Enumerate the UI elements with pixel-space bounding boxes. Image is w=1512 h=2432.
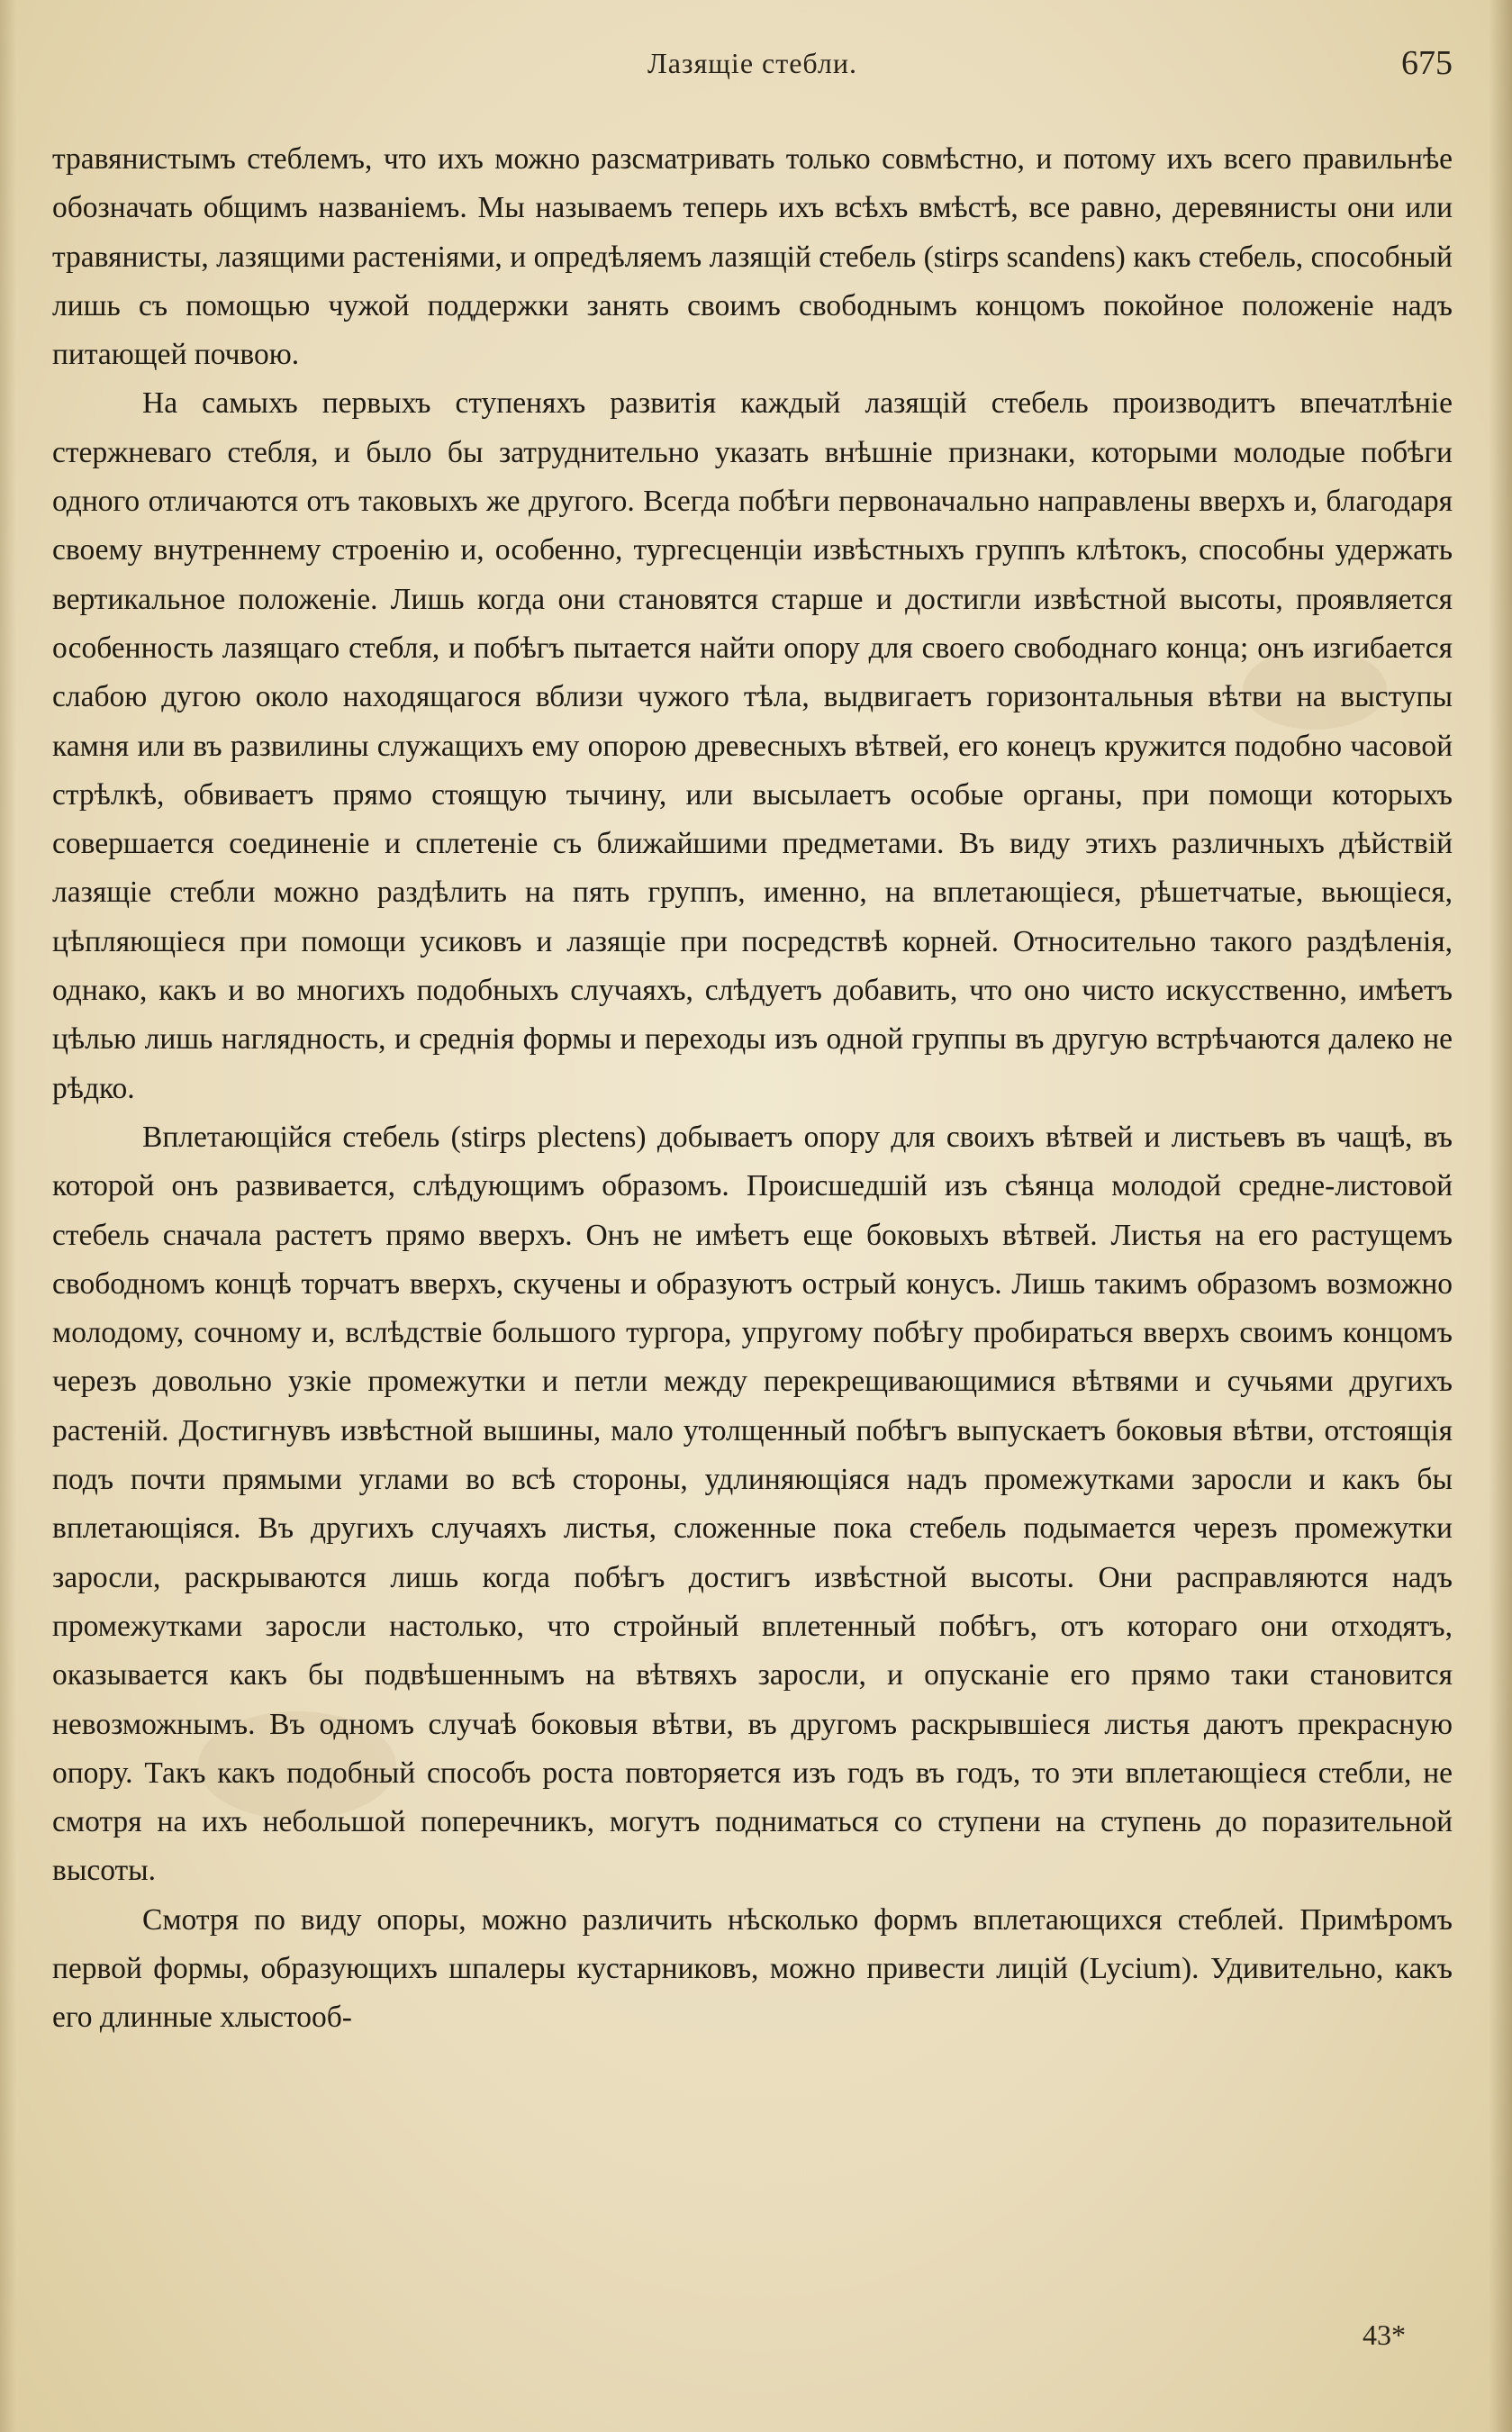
page-shadow-left — [0, 0, 16, 2432]
paragraph-continued: травянистымъ стеблемъ, что ихъ можно разсматривать только совмѣстно, и потому ихъ всего правильнѣе обозначать общимъ названіемъ. Мы называемъ теперь ихъ всѣхъ вмѣстѣ, все равно, деревянисты они или травянисты, лазящими растеніями, и опредѣляемъ лазящій стебель (stirps scandens) какъ стебель, способный лишь съ помощью чужой поддержки занять своимъ свободнымъ концомъ покойное положеніе надъ питающей почвою. — [52, 142, 1453, 372]
paragraph: На самыхъ первыхъ ступеняхъ развитія каждый лазящій стебель производитъ впечатлѣніе стержневаго стебля, и было бы затруднительно указать внѣшніе признаки, которыми молодые побѣги одного отличаются отъ таковыхъ же другого. Всегда побѣги первоначально направлены вверхъ и, благодаря своему внутреннему строенію и, особенно, тургесценціи извѣстныхъ группъ клѣтокъ, способны удержать вертикальное положеніе. Лишь когда они становятся старше и достигли извѣстной высоты, проявляется особенность лазящаго стебля, и побѣгъ пытается найти опору для своего свободнаго конца; онъ изгибается слабою дугою около находящагося вблизи чужого тѣла, выдвигаетъ горизонтальныя вѣтви на выступы камня или въ развилины служащихъ ему опорою древесныхъ вѣтвей, его конецъ кружится подобно часовой стрѣлкѣ, обвиваетъ прямо стоящую тычину, или высылаетъ особые органы, при помощи которыхъ совершается соединеніе и сплетеніе съ ближайшими предметами. Въ виду этихъ различныхъ дѣйствій лазящіе стебли можно раздѣлить на пять группъ, именно, на вплетающіеся, рѣшетчатые, вьющіеся, цѣпляющіеся при помощи усиковъ и лазящіе при посредствѣ корней. Относительно такого раздѣленія, однако, какъ и во многихъ подобныхъ случаяхъ, слѣдуетъ добавить, что оно чисто искусственно, имѣетъ цѣлью лишь наглядность, и среднія формы и переходы изъ одной группы въ другую встрѣчаются далеко не рѣдко. — [52, 386, 1453, 1105]
paragraph: Вплетающійся стебель (stirps plectens) добываетъ опору для своихъ вѣтвей и листьевъ въ чащѣ, въ которой онъ развивается, слѣдующимъ образомъ. Происшедшій изъ сѣянца молодой средне-листовой стебель сначала растетъ прямо вверхъ. Онъ не имѣетъ еще боковыхъ вѣтвей. Листья на его растущемъ свободномъ концѣ торчатъ вверхъ, скучены и образуютъ острый конусъ. Лишь такимъ образомъ возможно молодому, сочному и, вслѣдствіе большого тургора, упругому побѣгу пробираться вверхъ своимъ концомъ черезъ довольно узкіе промежутки и петли между перекрещивающимися вѣтвями и сучьями другихъ растеній. Достигнувъ извѣстной вышины, мало утолщенный побѣгъ выпускаетъ боковыя вѣтви, отстоящія подъ почти прямыми углами во всѣ стороны, удлиняющіяся надъ промежутками заросли и какъ бы вплетающіяся. Въ другихъ случаяхъ листья, сложенные пока стебель подымается черезъ промежутки заросли, раскрываются лишь когда побѣгъ достигъ извѣстной высоты. Они расправляются надъ промежутками заросли настолько, что стройный вплетенный побѣгъ, отъ котораго они отходятъ, оказывается какъ бы подвѣшеннымъ на вѣтвяхъ заросли, и опусканіе его прямо таки становится невозможнымъ. Въ одномъ случаѣ боковыя вѣтви, въ другомъ раскрывшіеся листья даютъ прекрасную опору. Такъ какъ подобный способъ роста повторяется изъ годъ въ годъ, то эти вплетающіеся стебли, не смотря на ихъ небольшой поперечникъ, могутъ подниматься со ступени на ступень до поразительной высоты. — [52, 1120, 1453, 1888]
printer-signature: 43* — [1363, 2319, 1406, 2351]
running-title: Лазящіе стебли. — [647, 47, 857, 79]
page-shadow-right — [1489, 0, 1512, 2432]
page-number: 675 — [1401, 44, 1453, 82]
paragraph: Смотря по виду опоры, можно различить нѣсколько формъ вплетающихся стеблей. Примѣромъ первой формы, образующихъ шпалеры кустарниковъ, можно привести лицій (Lycium). Удивительно, какъ его длинные хлыстооб- — [52, 1902, 1453, 2035]
page-header — [52, 44, 1453, 92]
body-text — [52, 135, 1453, 2043]
